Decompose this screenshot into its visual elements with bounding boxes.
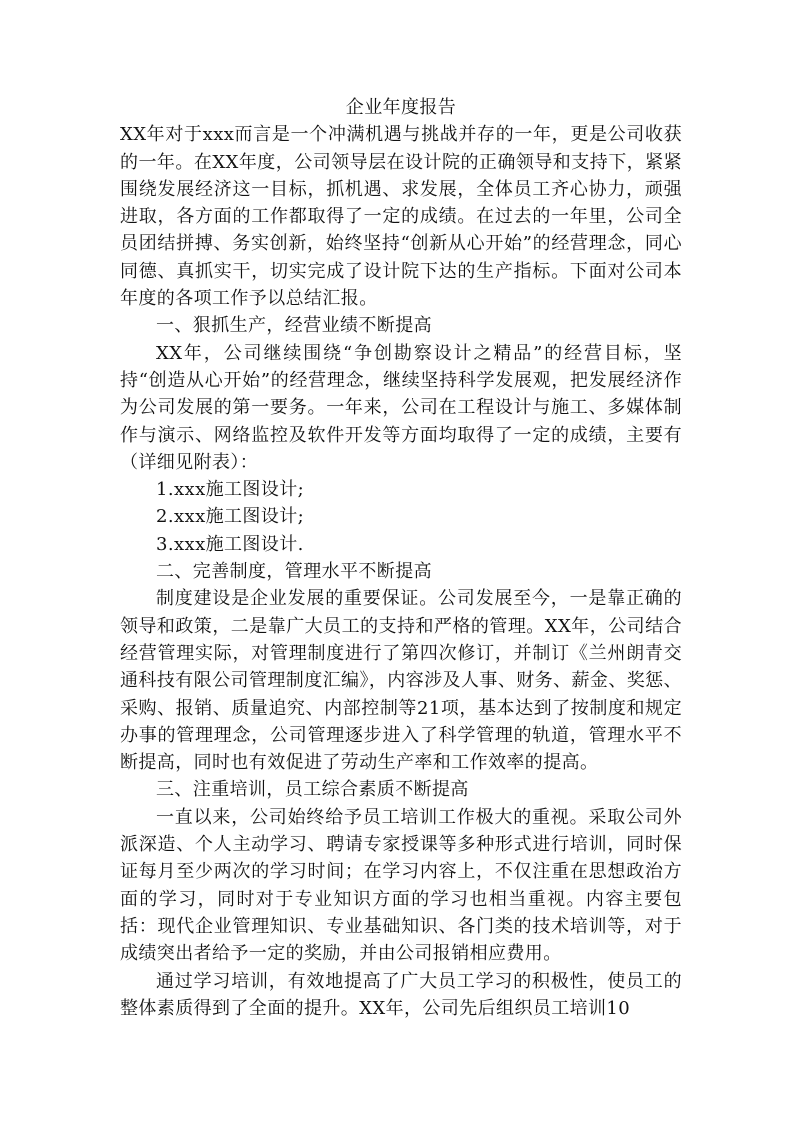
intro-paragraph: XX年对于xxx而言是一个冲满机遇与挑战并存的一年，更是公司收获的一年。在XX年度，公司领导层在设计院的正确领导和支持下，紧紧围绕发展经济这一目标，抓机遇、求发展，全体员工齐心协力，顽强进取，各方面的工作都取得了一定的成绩。在过去的一年里，公司全员团结拼搏、务实创新，始终坚持“创新从心开始”的经营理念，同心同德、真抓实干，切实完成了设计院下达的生产指标。下面对公司本年度的各项工作予以总结汇报。 bbox=[120, 124, 682, 310]
training-paragraph: 一直以来，公司始终给予员工培训工作极大的重视。采取公司外派深造、个人主动学习、聘请专家授课等多种形式进行培训，同时保证每月至少两次的学习时间；在学习内容上，不仅注重在思想政治方面的学习，同时对于专业知识方面的学习也相当重视。内容主要包括：现代企业管理知识、专业基础知识、各门类的技术培训等，对于成绩突出者给予一定的奖励，并由公司报销相应费用。 bbox=[120, 806, 682, 965]
management-paragraph: 制度建设是企业发展的重要保证。公司发展至今，一是靠正确的领导和政策，二是靠广大员工的支持和严格的管理。XX年，公司结合经营管理实际，对管理制度进行了第四次修订，并制订《兰州朗青交通科技有限公司管理制度汇编》，内容涉及人事、财务、薪金、奖惩、采购、报销、质量追究、内部控制等21项，基本达到了按制度和规定办事的管理理念，公司管理逐步进入了科学管理的轨道，管理水平不断提高，同时也有效促进了劳动生产率和工作效率的提高。 bbox=[120, 588, 682, 774]
list-item: 2.xxx施工图设计; bbox=[156, 506, 305, 528]
section-heading-management: 二、完善制度，管理水平不断提高 bbox=[156, 561, 432, 583]
list-item: 3.xxx施工图设计. bbox=[156, 533, 304, 555]
list-item: 1.xxx施工图设计; bbox=[156, 479, 305, 501]
production-paragraph: XX年，公司继续围绕“争创勘察设计之精品”的经营目标，坚持“创造从心开始”的经营理念，继续坚持科学发展观，把发展经济作为公司发展的第一要务。一年来，公司在工程设计与施工、多媒体制作与演示、网络监控及软件开发等方面均取得了一定的成绩，主要有（详细见附表）： bbox=[120, 342, 682, 473]
section-heading-production: 一、狠抓生产，经营业绩不断提高 bbox=[156, 315, 432, 337]
document-body bbox=[120, 94, 682, 1022]
training-results-paragraph: 通过学习培训，有效地提高了广大员工学习的积极性，使员工的整体素质得到了全面的提升。XX年，公司先后组织员工培训10 bbox=[120, 970, 682, 1019]
section-heading-training: 三、注重培训，员工综合素质不断提高 bbox=[156, 779, 469, 801]
document-title: 企业年度报告 bbox=[345, 97, 457, 118]
